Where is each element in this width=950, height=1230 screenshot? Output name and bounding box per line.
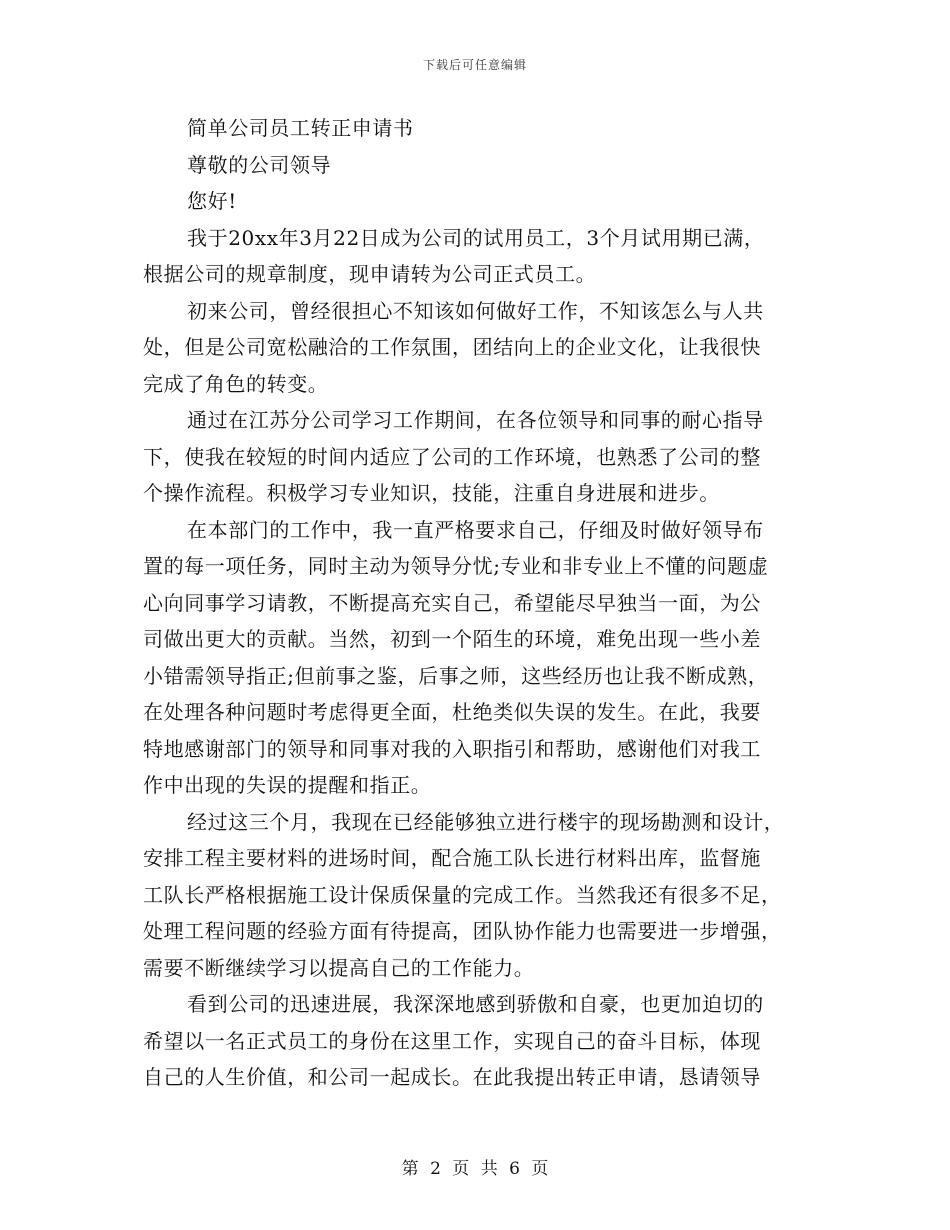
text-line: 个操作流程。积极学习专业知识，技能，注重自身进展和进步。: [143, 481, 720, 505]
text-line: 司做出更大的贡献。当然，初到一个陌生的环境，难免出现一些小差: [143, 627, 761, 651]
text-line: 尊敬的公司领导: [187, 152, 332, 177]
text-line: 根据公司的规章制度，现申请转为公司正式员工。: [143, 262, 597, 286]
text-line: 我于20xx年3月22日成为公司的试用员工，3个月试用期已满，: [187, 225, 765, 250]
text-line: 在本部门的工作中，我一直严格要求自己，仔细及时做好领导布: [187, 517, 764, 542]
text-line: 需要不断继续学习以提高自己的工作能力。: [143, 955, 535, 980]
text-line: 处理工程问题的经验方面有待提高，团队协作能力也需要进一步增强，: [143, 919, 782, 943]
page-footer: 第 2 页 共 6 页: [401, 1159, 549, 1179]
text-line: 小错需领导指正;但前事之鉴，后事之师，这些经历也让我不断成熟，: [143, 663, 769, 688]
text-line: 通过在江苏分公司学习工作期间，在各位领导和同事的耐心指导: [187, 408, 764, 432]
text-line: 看到公司的迅速进展，我深深地感到骄傲和自豪，也更加迫切的: [187, 992, 764, 1016]
text-line: 置的每一项任务，同时主动为领导分忧;专业和非专业上不懂的问题虚: [143, 554, 769, 578]
text-line: 经过这三个月，我现在已经能够独立进行楼宇的现场勘测和设计，: [187, 809, 785, 834]
header-note: 下载后可任意编辑: [422, 58, 527, 72]
document-body: [143, 110, 808, 1096]
text-line: 处，但是公司宽松融洽的工作氛围，团结向上的企业文化，让我很快: [143, 335, 761, 359]
text-line: 特地感谢部门的领导和同事对我的入职指引和帮助，感谢他们对我工: [143, 736, 761, 761]
text-line: 心向同事学习请教，不断提高充实自己，希望能尽早独当一面，为公: [143, 590, 761, 615]
text-line: 安排工程主要材料的进场时间，配合施工队长进行材料出库，监督施: [143, 846, 761, 870]
text-line: 完成了角色的转变。: [143, 371, 329, 396]
text-line: 希望以一名正式员工的身份在这里工作，实现自己的奋斗目标，体现: [143, 1028, 761, 1053]
text-line: 下，使我在较短的时间内适应了公司的工作环境，也熟悉了公司的整: [143, 444, 761, 469]
text-line: 作中出现的失误的提醒和指正。: [143, 773, 432, 797]
text-line: 您好!: [187, 189, 237, 213]
text-line: 初来公司，曾经很担心不知该如何做好工作，不知该怎么与人共: [187, 298, 764, 323]
text-line: 在处理各种问题时考虑得更全面，杜绝类似失误的发生。在此，我要: [143, 700, 761, 724]
text-line: 自己的人生价值，和公司一起成长。在此我提出转正申请，恳请领导: [143, 1065, 761, 1089]
text-line: 工队长严格根据施工设计保质保量的完成工作。当然我还有很多不足，: [143, 882, 782, 907]
document-title-line: 简单公司员工转正申请书: [187, 116, 414, 140]
